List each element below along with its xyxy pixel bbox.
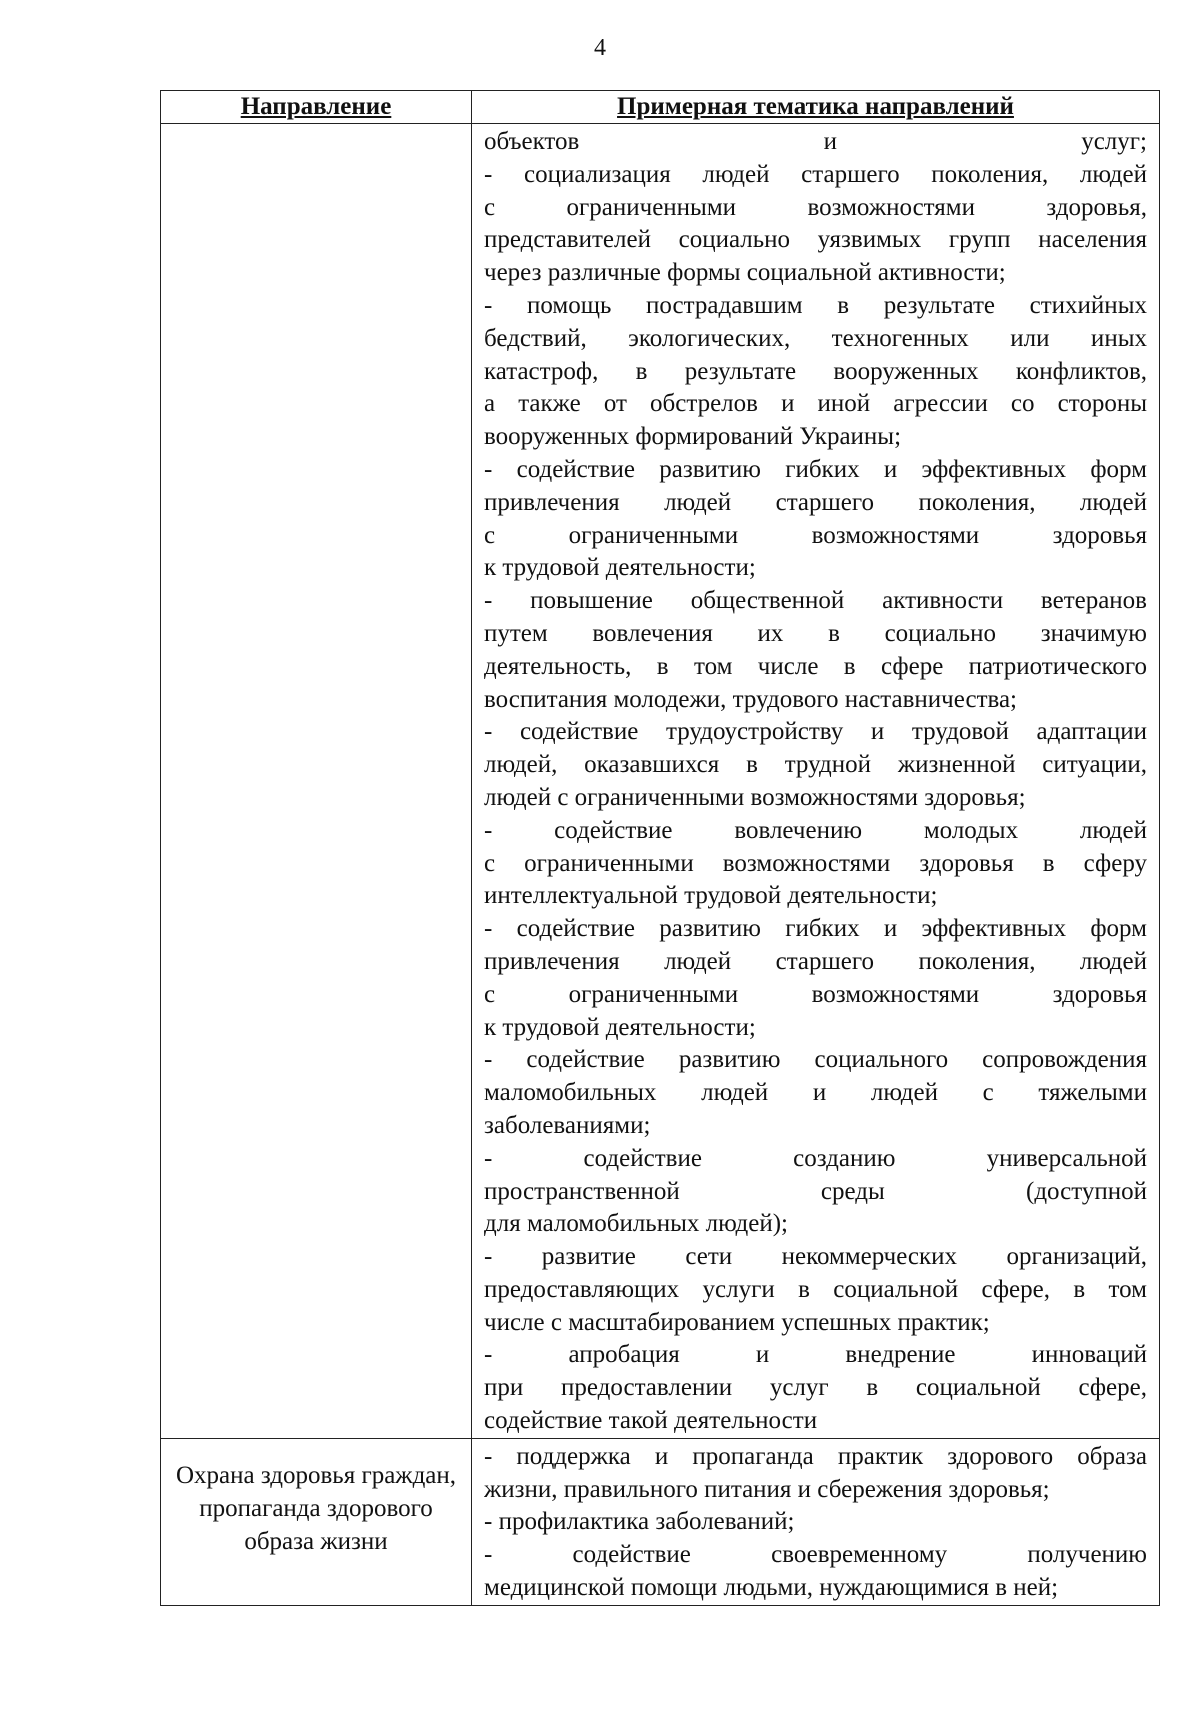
topic-line: людей, оказавшихся в трудной жизненной ситуации, (484, 751, 1147, 779)
direction-cell (161, 124, 472, 1439)
topic-line: - помощь пострадавшим в результате стихийных (484, 291, 1147, 319)
table-row (161, 124, 1160, 1439)
page-number: 4 (594, 35, 606, 61)
topic-line: вооруженных формирований Украины; (484, 423, 902, 451)
topic-line: при предоставлении услуг в социальной сфере, (484, 1374, 1147, 1402)
topic-line: маломобильных людей и людей с тяжелыми (484, 1079, 1147, 1107)
header-direction: Направление (161, 91, 472, 124)
topic-line: - профилактика заболеваний; (484, 1508, 795, 1536)
topic-line: представителей социально уязвимых групп населения (484, 226, 1147, 254)
topic-line: для маломобильных людей); (484, 1210, 788, 1238)
topic-line: деятельность, в том числе в сфере патриотического (484, 652, 1147, 680)
topic-line: к трудовой деятельности; (484, 554, 756, 582)
topic-line: содействие такой деятельности (484, 1407, 818, 1435)
topic-line: людей с ограниченными возможностями здоровья; (484, 783, 1026, 811)
topic-line: - содействие развитию гибких и эффективных форм (484, 915, 1147, 943)
topic-line: - содействие созданию универсальной (484, 1144, 1147, 1172)
topic-line: - развитие сети некоммерческих организаций, (484, 1243, 1147, 1271)
topic-line: а также от обстрелов и иной агрессии со стороны (484, 390, 1147, 418)
topic-line: путем вовлечения их в социально значимую (484, 619, 1147, 647)
topic-line: пространственной среды (доступной (484, 1177, 1147, 1205)
directions-table (160, 90, 1160, 1606)
topic-line: числе с масштабированием успешных практик; (484, 1308, 990, 1336)
topic-line: - содействие трудоустройству и трудовой адаптации (484, 718, 1147, 746)
topic-line: - содействие развитию гибких и эффективных форм (484, 455, 1147, 483)
topic-line: через различные формы социальной активности; (484, 259, 1006, 287)
topic-line: - содействие вовлечению молодых людей (484, 816, 1147, 844)
topic-line: - содействие развитию социального сопровождения (484, 1046, 1147, 1074)
topic-line: с ограниченными возможностями здоровья (484, 980, 1147, 1008)
topic-line: к трудовой деятельности; (484, 1013, 756, 1041)
topic-line: заболеваниями; (484, 1111, 651, 1139)
topic-line: - социализация людей старшего поколения, людей (484, 160, 1147, 188)
direction-cell: Охрана здоровья граждан, пропаганда здорового образа жизни (161, 1438, 472, 1605)
topic-line: интеллектуальной трудовой деятельности; (484, 882, 938, 910)
topic-line: воспитания молодежи, трудового наставничества; (484, 685, 1018, 713)
topic-line: катастроф, в результате вооруженных конфликтов, (484, 357, 1147, 385)
topic-line: жизни, правильного питания и сбережения здоровья; (484, 1475, 1050, 1503)
topic-line: медицинской помощи людьми, нуждающимися в ней; (484, 1574, 1059, 1602)
topic-line: - апробация и внедрение инноваций (484, 1341, 1147, 1369)
table-row (161, 1438, 1160, 1605)
topic-line: - содействие своевременному получению (484, 1541, 1147, 1569)
topic-line: с ограниченными возможностями здоровья в сферу (484, 849, 1147, 877)
topic-line: с ограниченными возможностями здоровья, (484, 193, 1147, 221)
header-topics: Примерная тематика направлений (472, 91, 1160, 124)
topic-line: привлечения людей старшего поколения, людей (484, 947, 1147, 975)
topics-cell (472, 1438, 1160, 1605)
table-header-row (161, 91, 1160, 124)
topics-cell (472, 124, 1160, 1439)
topic-line: - повышение общественной активности ветеранов (484, 587, 1147, 615)
topic-line: бедствий, экологических, техногенных или иных (484, 324, 1147, 352)
topic-line: с ограниченными возможностями здоровья (484, 521, 1147, 549)
topic-line: - поддержка и пропаганда практик здорового образа (484, 1442, 1147, 1470)
topic-line: предоставляющих услуги в социальной сфере, в том (484, 1275, 1147, 1303)
topic-line: привлечения людей старшего поколения, людей (484, 488, 1147, 516)
topic-line: объектов и услуг; (484, 128, 1147, 155)
